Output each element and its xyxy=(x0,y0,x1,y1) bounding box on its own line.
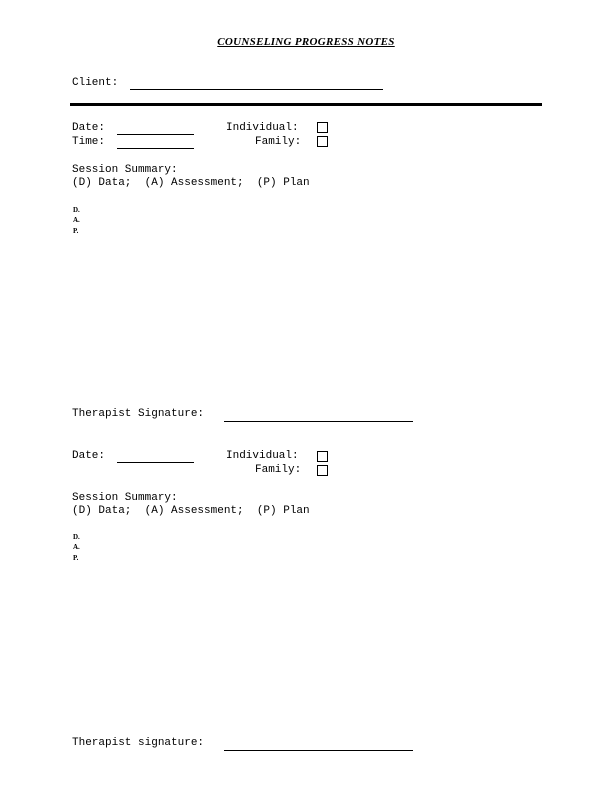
session1-p-label: P. xyxy=(73,227,79,235)
session2-family-checkbox[interactable] xyxy=(317,465,328,476)
session1-date-field[interactable] xyxy=(117,134,194,135)
session2-summary-legend: (D) Data; (A) Assessment; (P) Plan xyxy=(72,505,310,517)
session1-date-label: Date: xyxy=(72,122,106,134)
session1-signature-label: Therapist Signature: xyxy=(72,408,205,420)
session1-family-checkbox[interactable] xyxy=(317,136,328,147)
client-field[interactable] xyxy=(130,89,383,90)
session1-time-label: Time: xyxy=(72,136,106,148)
session2-a-label: A. xyxy=(73,543,80,551)
session1-individual-label: Individual: xyxy=(226,122,299,134)
page-title: COUNSELING PROGRESS NOTES xyxy=(217,36,395,48)
session2-family-label: Family: xyxy=(255,464,302,476)
session2-individual-label: Individual: xyxy=(226,450,299,462)
session1-individual-checkbox[interactable] xyxy=(317,122,328,133)
session2-individual-checkbox[interactable] xyxy=(317,451,328,462)
session1-time-field[interactable] xyxy=(117,148,194,149)
session1-d-label: D. xyxy=(73,206,80,214)
client-label: Client: xyxy=(72,77,119,89)
session2-date-field[interactable] xyxy=(117,462,194,463)
session1-summary-legend: (D) Data; (A) Assessment; (P) Plan xyxy=(72,177,310,189)
session2-signature-label: Therapist signature: xyxy=(72,737,205,749)
session1-family-label: Family: xyxy=(255,136,302,148)
session1-signature-field[interactable] xyxy=(224,421,413,422)
session2-p-label: P. xyxy=(73,554,79,562)
session1-a-label: A. xyxy=(73,216,80,224)
session2-date-label: Date: xyxy=(72,450,106,462)
session2-signature-field[interactable] xyxy=(224,750,413,751)
header-divider xyxy=(70,103,542,106)
session2-d-label: D. xyxy=(73,533,80,541)
session2-summary-heading: Session Summary: xyxy=(72,492,178,504)
session1-summary-heading: Session Summary: xyxy=(72,164,178,176)
